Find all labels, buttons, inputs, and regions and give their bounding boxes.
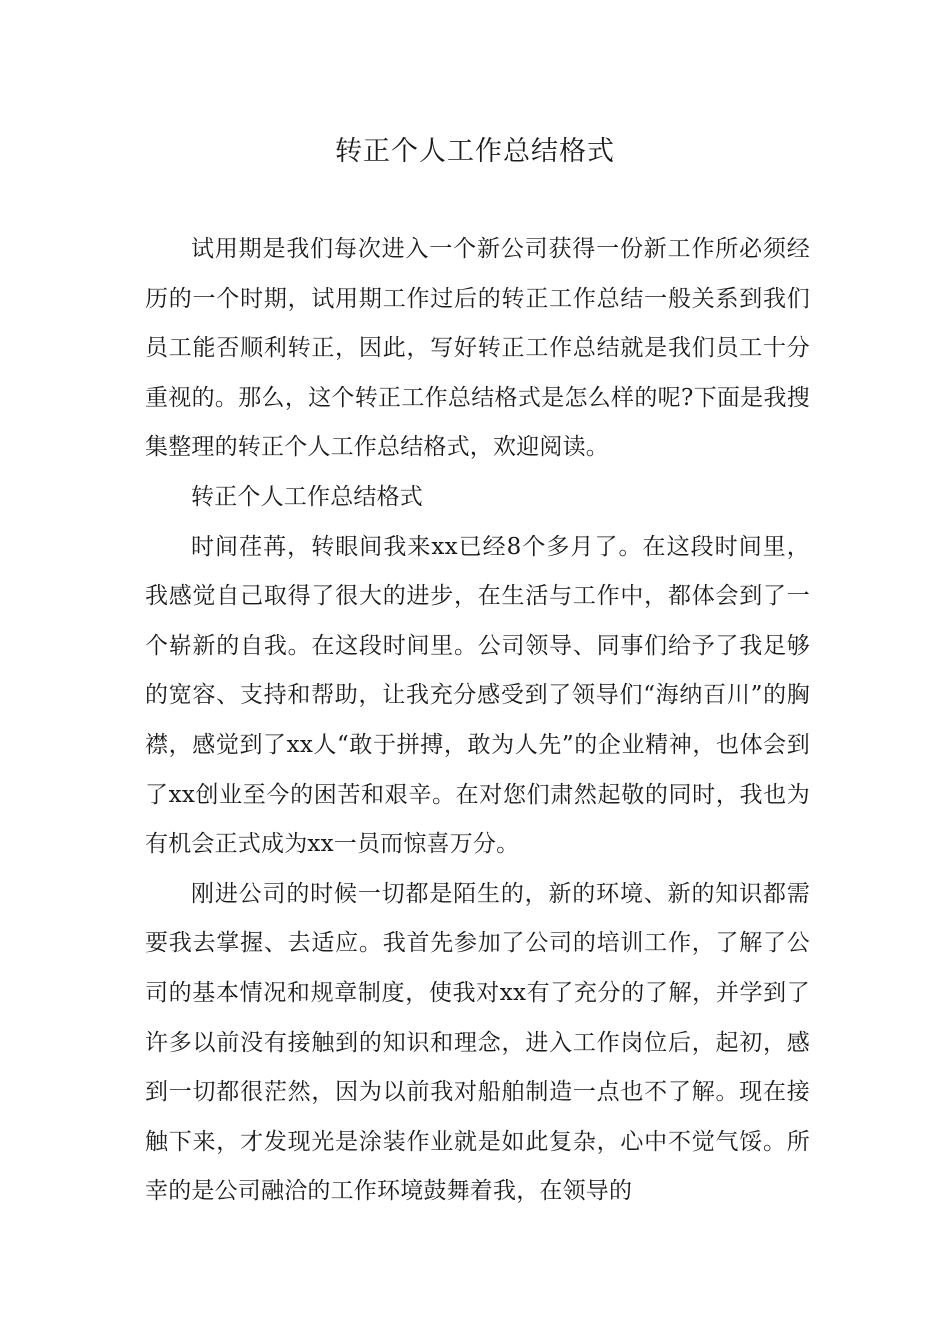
document-body: [145, 225, 810, 1217]
paragraph-subtitle: 转正个人工作总结格式: [191, 483, 423, 510]
paragraph-time: 时间荏苒，转眼间我来xx已经8个多月了。在这段时间里，我感觉自己取得了很大的进步，在生活与工作中，都体会到了一个崭新的自我。在这段时间里。公司领导、同事们给予了我足够的宽容、支持和帮助，让我充分感受到了领导们“海纳百川”的胸襟，感觉到了xx人“敢于拼搏，敢为人先”的企业精神，也体会到了xx创业至今的困苦和艰辛。在对您们肃然起敬的同时，我也为有机会正式成为xx一员而惊喜万分。: [145, 533, 810, 858]
document-title: 转正个人工作总结格式: [335, 136, 615, 167]
paragraph-start: 刚进公司的时候一切都是陌生的，新的环境、新的知识都需要我去掌握、去适应。我首先参加了公司的培训工作，了解了公司的基本情况和规章制度，使我对xx有了充分的了解，并学到了许多以前没有接触到的知识和理念，进入工作岗位后，起初，感到一切都很茫然，因为以前我对船舶制造一点也不了解。现在接触下来，才发现光是涂装作业就是如此复杂，心中不觉气馁。所幸的是公司融洽的工作环境鼓舞着我，在领导的: [145, 880, 810, 1205]
paragraph-intro: 试用期是我们每次进入一个新公司获得一份新工作所必须经历的一个时期，试用期工作过后的转正工作总结一般关系到我们员工能否顺利转正，因此，写好转正工作总结就是我们员工十分重视的。那么，这个转正工作总结格式是怎么样的呢?下面是我搜集整理的转正个人工作总结格式，欢迎阅读。: [145, 236, 810, 461]
